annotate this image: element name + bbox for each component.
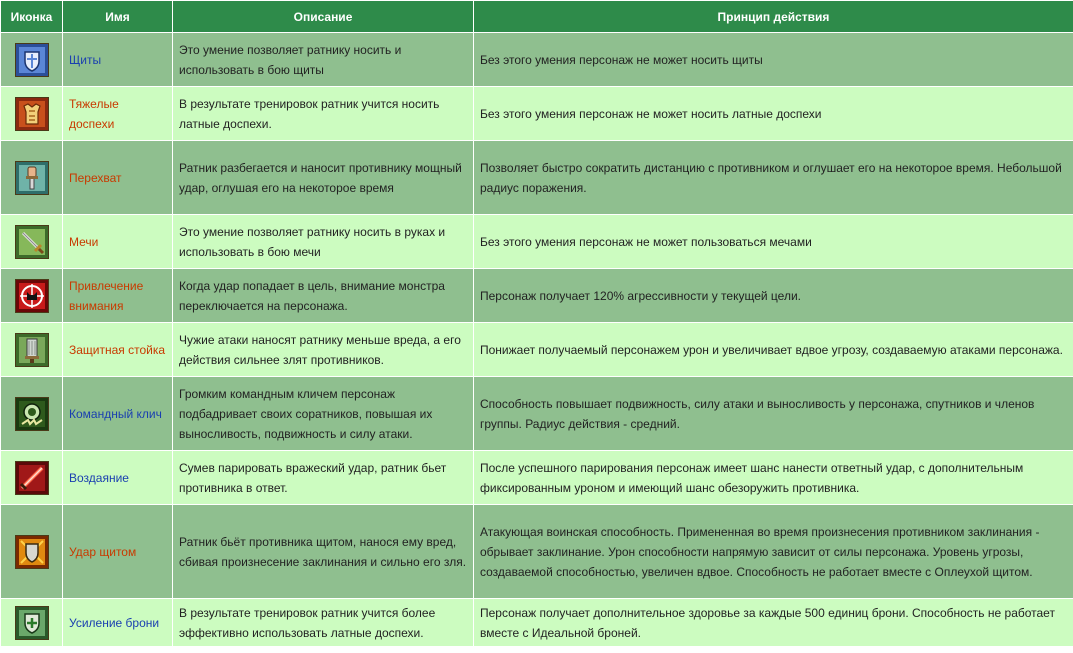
- skill-name[interactable]: Удар щитом: [69, 544, 137, 559]
- skill-principle: Персонаж получает дополнительное здоровье за каждые 500 единиц брони. Способность не работает вместе с Идеальной броней.: [474, 599, 1073, 647]
- skill-name[interactable]: Тяжелые доспехи: [69, 96, 119, 131]
- header-icon: Иконка: [1, 1, 63, 33]
- skill-description: Это умение позволяет ратнику носить в руках и использовать в бою мечи: [173, 215, 474, 269]
- skill-description: Чужие атаки наносят ратнику меньше вреда, а его действия сильнее злят противников.: [173, 323, 474, 377]
- table-row: [1, 215, 1073, 269]
- skill-name[interactable]: Воздаяние: [69, 470, 129, 485]
- armor-boost-icon: [15, 606, 49, 640]
- defensive-stance-icon: [15, 333, 49, 367]
- skill-principle: Атакующая воинская способность. Примененная во время произнесения противником заклинания - обрывает заклинание. Урон способности напрямую зависит от силы персонажа. Уровень угрозы, создаваемой способностью, увеличен вдвое. Способность не работает вместе с Оплеухой щитом.: [474, 505, 1073, 599]
- skill-description: В результате тренировок ратник учится носить латные доспехи.: [173, 87, 474, 141]
- table-row: [1, 505, 1073, 599]
- skill-principle: Способность повышает подвижность, силу атаки и выносливость у персонажа, спутников и членов группы. Радиус действия - средний.: [474, 377, 1073, 451]
- skill-principle: Без этого умения персонаж не может пользоваться мечами: [474, 215, 1073, 269]
- skill-name[interactable]: Командный клич: [69, 406, 162, 421]
- retribution-icon: [15, 461, 49, 495]
- skill-description: В результате тренировок ратник учится более эффективно использовать латные доспехи.: [173, 599, 474, 647]
- skill-description: Когда удар попадает в цель, внимание монстра переключается на персонажа.: [173, 269, 474, 323]
- skill-name[interactable]: Усиление брони: [69, 615, 160, 630]
- skill-name[interactable]: Мечи: [69, 234, 99, 249]
- table-row: [1, 323, 1073, 377]
- battle-cry-icon: [15, 397, 49, 431]
- skill-description: Громким командным кличем персонаж подбадривает своих соратников, повышая их выносливость, подвижность и силу атаки.: [173, 377, 474, 451]
- skill-name[interactable]: Привлечение внимания: [69, 278, 144, 313]
- table-row: [1, 269, 1073, 323]
- skill-principle: Персонаж получает 120% агрессивности у текущей цели.: [474, 269, 1073, 323]
- skill-name[interactable]: Щиты: [69, 52, 102, 67]
- header-principle: Принцип действия: [474, 1, 1073, 33]
- header-name: Имя: [63, 1, 173, 33]
- skill-description: Ратник разбегается и наносит противнику мощный удар, оглушая его на некоторое время: [173, 141, 474, 215]
- skill-description: Сумев парировать вражеский удар, ратник бьет противника в ответ.: [173, 451, 474, 505]
- table-row: [1, 141, 1073, 215]
- skill-principle: Позволяет быстро сократить дистанцию с противником и оглушает его на некоторое время. Небольшой радиус поражения.: [474, 141, 1073, 215]
- skill-description: Это умение позволяет ратнику носить и использовать в бою щиты: [173, 33, 474, 87]
- table-header-row: [1, 1, 1073, 33]
- skill-principle: Без этого умения персонаж не может носить щиты: [474, 33, 1073, 87]
- skill-name[interactable]: Защитная стойка: [69, 342, 166, 357]
- skill-description: Ратник бьёт противника щитом, нанося ему вред, сбивая произнесение заклинания и сильно его зля.: [173, 505, 474, 599]
- intercept-icon: [15, 161, 49, 195]
- skill-principle: После успешного парирования персонаж имеет шанс нанести ответный удар, с дополнительным фиксированным уроном и имеющий шанс обезоружить противника.: [474, 451, 1073, 505]
- taunt-icon: [15, 279, 49, 313]
- sword-icon: [15, 225, 49, 259]
- skill-principle: Без этого умения персонаж не может носить латные доспехи: [474, 87, 1073, 141]
- table-row: [1, 599, 1073, 647]
- table-row: [1, 451, 1073, 505]
- table-row: [1, 33, 1073, 87]
- header-description: Описание: [173, 1, 474, 33]
- shield-icon: [15, 43, 49, 77]
- table-row: [1, 377, 1073, 451]
- table-row: [1, 87, 1073, 141]
- heavy-armor-icon: [15, 97, 49, 131]
- shield-bash-icon: [15, 535, 49, 569]
- skill-principle: Понижает получаемый персонажем урон и увеличивает вдвое угрозу, создаваемую атаками персонажа.: [474, 323, 1073, 377]
- skill-name[interactable]: Перехват: [69, 170, 122, 185]
